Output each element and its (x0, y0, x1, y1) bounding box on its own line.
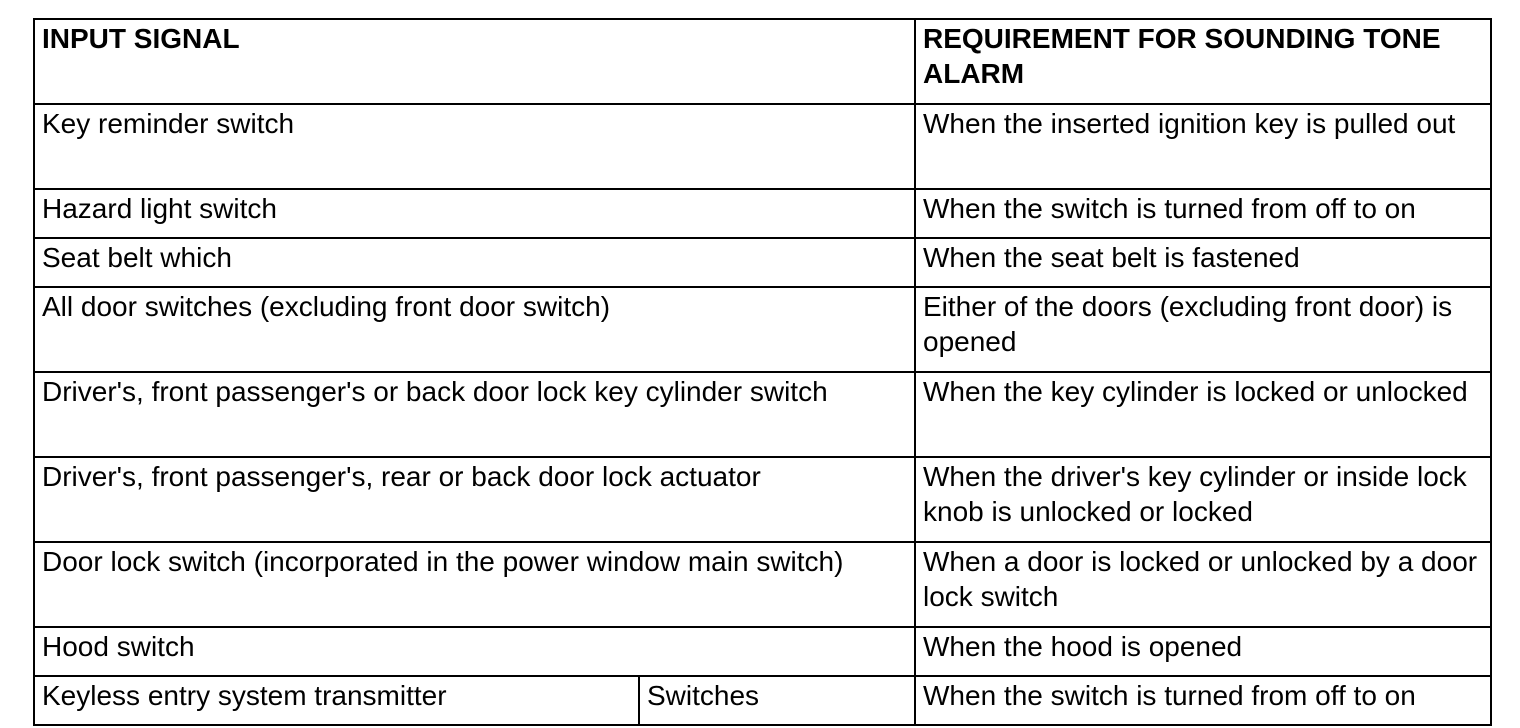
signal-cell: Driver's, front passenger's, rear or back door lock actuator (34, 457, 915, 542)
signal-cell: Hazard light switch (34, 189, 915, 238)
requirement-cell: When the switch is turned from off to on (915, 676, 1491, 725)
signal-cell: Seat belt which (34, 238, 915, 287)
signal-cell: Driver's, front passenger's or back door lock key cylinder switch (34, 372, 915, 457)
requirement-cell: When the hood is opened (915, 627, 1491, 676)
table-row (34, 627, 1491, 676)
table-row (34, 189, 1491, 238)
sub-signal-cell: Switches (639, 676, 915, 725)
requirement-cell: When the inserted ignition key is pulled out (915, 104, 1491, 189)
requirement-cell: When the driver's key cylinder or inside lock knob is unlocked or locked (915, 457, 1491, 542)
table-row (34, 238, 1491, 287)
signal-cell: Door lock switch (incorporated in the power window main switch) (34, 542, 915, 627)
requirement-cell: When the key cylinder is locked or unlocked (915, 372, 1491, 457)
table-row (34, 372, 1491, 457)
table-row (34, 287, 1491, 372)
header-input-signal: INPUT SIGNAL (34, 19, 915, 104)
requirement-cell: Either of the doors (excluding front door) is opened (915, 287, 1491, 372)
requirement-cell: When the seat belt is fastened (915, 238, 1491, 287)
table-row (34, 457, 1491, 542)
table-row (34, 542, 1491, 627)
tone-alarm-table (33, 18, 1492, 726)
signal-cell: Keyless entry system transmitter (34, 676, 639, 725)
requirement-cell: When a door is locked or unlocked by a door lock switch (915, 542, 1491, 627)
table-header-row (34, 19, 1491, 104)
signal-cell: Key reminder switch (34, 104, 915, 189)
signal-cell: Hood switch (34, 627, 915, 676)
table-row (34, 104, 1491, 189)
header-requirement: REQUIREMENT FOR SOUNDING TONE ALARM (915, 19, 1491, 104)
signal-cell: All door switches (excluding front door switch) (34, 287, 915, 372)
table-row (34, 676, 1491, 725)
requirement-cell: When the switch is turned from off to on (915, 189, 1491, 238)
